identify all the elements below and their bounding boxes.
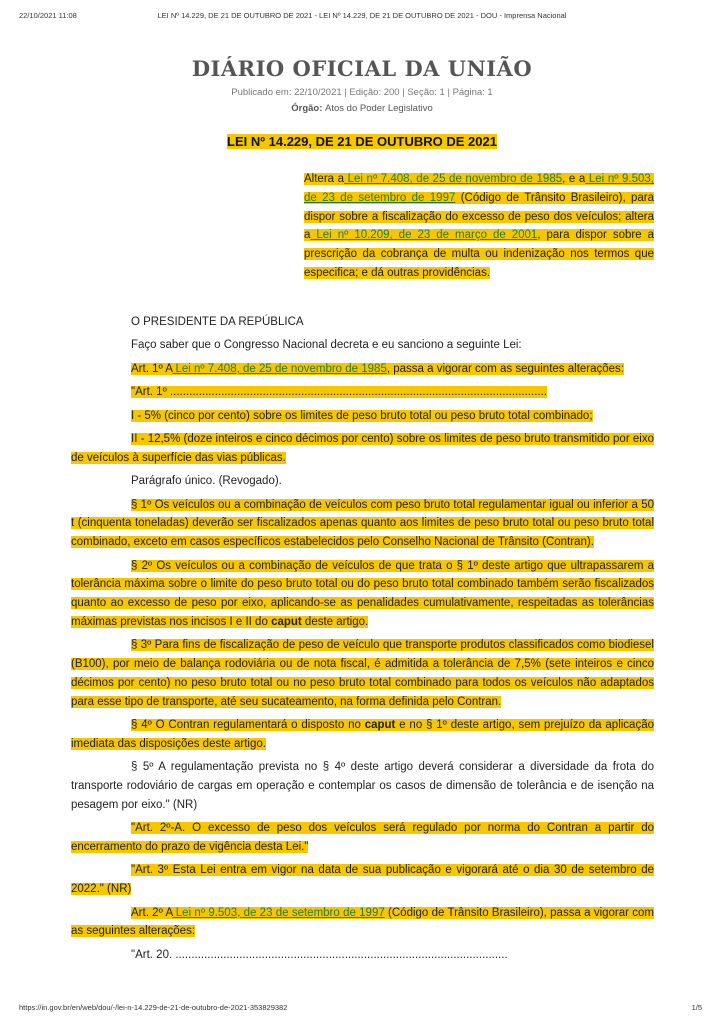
par2-part: § 2º Os veículos ou a combinação de veículos de que trata o § 1º deste artigo que ultrapassarem a tolerância máxima sobre o limite do peso bruto total ou do peso bruto total combinado também serão fiscalizados quanto ao excesso de peso por eixo, aplicando-se as penalidades cumulativamente, respeitadas as tolerâncias máximas previstas nos incisos I e II do — [71, 559, 654, 628]
paragrafo-1 — [71, 496, 654, 552]
art2-intro — [71, 904, 654, 942]
paragrafo-2 — [71, 557, 654, 632]
masthead — [0, 56, 724, 114]
inciso-2 — [71, 430, 654, 468]
art2-intro-text — [71, 907, 654, 938]
publication-meta: Publicado em: 22/10/2021 | Edição: 200 | Seção: 1 | Página: 1 — [231, 87, 493, 98]
organ-line — [0, 103, 724, 114]
ementa-text — [304, 173, 654, 279]
print-page-title: LEI Nº 14.229, DE 21 DE OUTUBRO DE 2021 - LEI Nº 14.229, DE 21 DE OUTUBRO DE 2021 - DOU - Imprensa Nacional — [157, 11, 567, 20]
art1-intro — [71, 360, 654, 379]
print-header — [0, 0, 724, 26]
art-2a — [71, 819, 654, 857]
par4-caput: caput — [364, 719, 396, 732]
paragrafo-3-text: § 3º Para fins de fiscalização de peso de veículo que transporte produtos classificados como biodiesel (B100), por meio de balança rodoviária ou de nota fiscal, é admitida a tolerância de 7,5% (sete inteiros e cinco décimos por cento) no peso bruto total ou no peso bruto total combinado para todos os veículos não adaptados para esse tipo de transporte, até seu sucateamento, na forma definida pelo Contran. — [71, 639, 654, 708]
par2-part: deste artigo. — [301, 615, 369, 628]
par2-caput: caput — [271, 615, 302, 628]
link-art2-lei-9503[interactable]: Lei nº 9.503, de 23 de setembro de 1997 — [172, 906, 385, 919]
art1-intro-text — [131, 363, 624, 375]
inciso-1-text: I - 5% (cinco por cento) sobre os limites de peso bruto total ou peso bruto total combinado; — [131, 409, 593, 422]
art-3-quote — [71, 861, 654, 899]
art1-quote-text: "Art. 1º ...................................................................................................................... — [131, 386, 547, 399]
ementa-part: , e a — [562, 173, 586, 185]
ementa-part: , para dispor sobre a prescrição da cobrança de multa ou indenização nos termos que especifica; e dá outras providências. — [304, 229, 654, 279]
dou-brand-title: DIÁRIO OFICIAL DA UNIÃO — [191, 56, 533, 81]
paragrafo-1-text: § 1º Os veículos ou a combinação de veículos com peso bruto total regulamentar igual ou inferior a 50 t (cinquenta toneladas) deverão ser fiscalizados apenas quanto aos limites de peso bruto total ou peso bruto total combinado, exceto em casos específicos estabelecidos pelo Conselho Nacional de Trânsito (Contran). — [71, 498, 654, 549]
organ-value: Atos do Poder Legislativo — [325, 103, 433, 114]
print-datetime: 22/10/2021 11:08 — [19, 11, 77, 20]
link-lei-9503[interactable]: Lei nº 9.503, de 23 de setembro de 1997 — [304, 173, 654, 204]
link-lei-7408[interactable]: Lei nº 7.408, de 25 de novembro de 1985 — [344, 173, 563, 185]
paragrafo-unico: Parágrafo único. (Revogado). — [131, 475, 282, 488]
paragrafo-4 — [71, 716, 654, 754]
art2-part: (Código de Trânsito Brasileiro), passa a vigorar com as seguintes alterações: — [71, 906, 655, 938]
paragrafo-2-text — [71, 560, 654, 628]
link-lei-10209[interactable]: Lei nº 10.209, de 23 de março de 2001 — [310, 229, 538, 242]
art-20-quote: "Art. 20. ........................................................................................................ — [131, 948, 508, 961]
law-title: LEI Nº 14.229, DE 21 DE OUTUBRO DE 2021 — [227, 134, 497, 149]
print-page-number: 1/5 — [691, 1003, 702, 1012]
art-2a-text: "Art. 2º-A. O excesso de peso dos veículos será regulado por norma do Contran a partir do encerramento do prazo de vigência desta Lei." — [71, 822, 654, 854]
art2-part: Art. 2º A — [131, 906, 173, 919]
faco-saber-line: Faço saber que o Congresso Nacional decreta e eu sanciono a seguinte Lei: — [131, 339, 522, 352]
art-3-quote-text: "Art. 3º Esta Lei entra em vigor na data de sua publicação e vigorará até o dia 30 de setembro de 2022." (NR) — [71, 864, 654, 896]
inciso-1 — [71, 407, 654, 426]
art1-part: , passa a vigorar com as seguintes alterações: — [386, 362, 624, 375]
art1-part: Art. 1º A — [131, 362, 173, 375]
paragrafo-3 — [71, 636, 654, 711]
ementa — [304, 170, 654, 283]
inciso-2-text: II - 12,5% (doze inteiros e cinco décimos por cento) sobre os limites de peso bruto transmitido por eixo de veículos à superfície das vias públicas. — [71, 432, 654, 464]
par4-part: e no § 1º deste artigo, sem prejuízo da aplicação imediata das disposições deste artigo. — [71, 719, 654, 750]
paragrafo-4-text — [71, 719, 654, 750]
ementa-part: Altera a — [304, 173, 345, 185]
ementa-part: (Código de Trânsito Brasileiro), para dispor sobre a fiscalização do excesso de peso dos veículos; altera a — [304, 191, 654, 242]
presidente-line: O PRESIDENTE DA REPÚBLICA — [131, 316, 304, 328]
art1-quote — [71, 383, 654, 402]
par4-part: § 4º O Contran regulamentará o disposto no — [131, 719, 365, 732]
link-art1-lei-7408[interactable]: Lei nº 7.408, de 25 de novembro de 1985 — [172, 362, 387, 375]
organ-label: Órgão: — [291, 103, 323, 114]
law-body — [71, 313, 654, 969]
paragrafo-5: § 5º A regulamentação prevista no § 4º deste artigo deverá considerar a diversidade da frota do transporte rodoviário de cargas em operação e contemplar os casos de dimensão de tolerância e de isenção na pesagem por eixo." (NR) — [71, 761, 654, 811]
print-url: https://in.gov.br/en/web/dou/-/lei-n-14.229-de-21-de-outubro-de-2021-353829382 — [19, 1003, 288, 1012]
law-title-block — [0, 134, 724, 149]
